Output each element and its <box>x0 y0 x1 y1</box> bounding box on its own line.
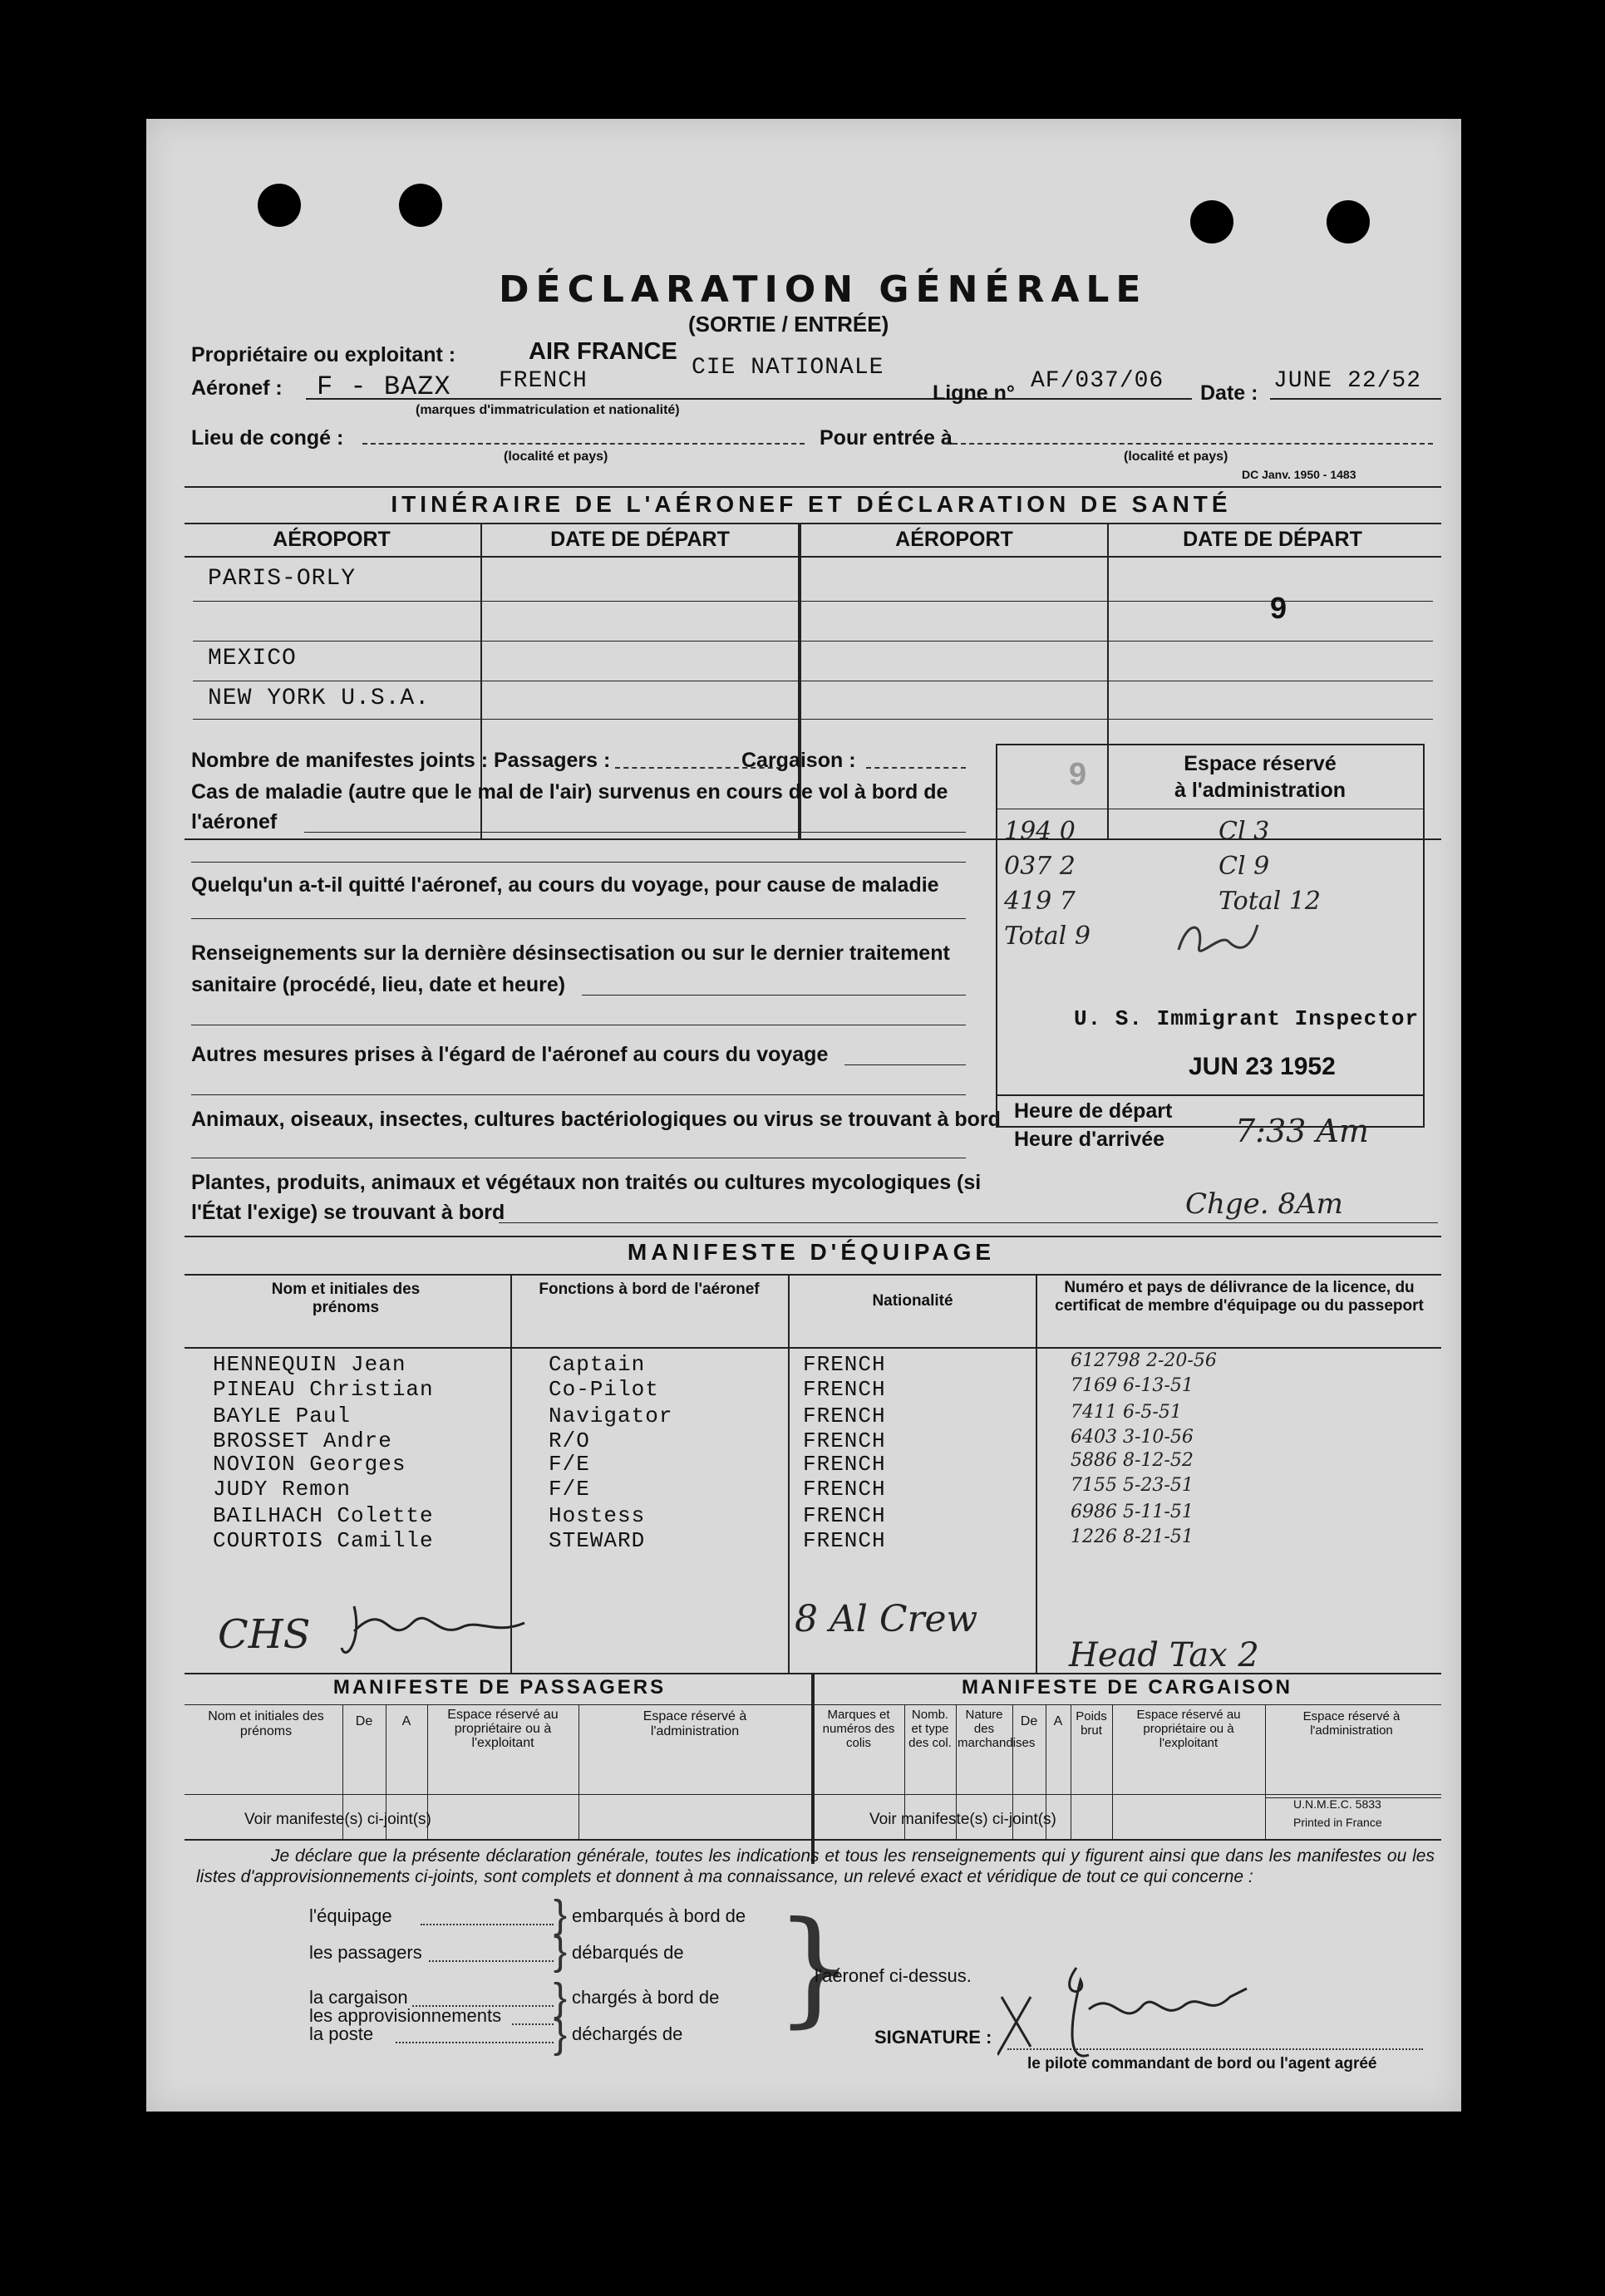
crew-function: Navigator <box>549 1404 673 1428</box>
inspector-title: U. S. Immigrant Inspector <box>1074 1006 1420 1031</box>
crew-license: 7169 6-13-51 <box>1071 1375 1194 1396</box>
illness-label: Cas de maladie (autre que le mal de l'air) survenus en cours de vol à bord de <box>191 780 948 804</box>
crew-name: COURTOIS Camille <box>213 1528 434 1553</box>
date-label: Date : <box>1200 381 1258 405</box>
arrival-time-label: Heure d'arrivée <box>1014 1128 1165 1151</box>
decl-cargo: la cargaison <box>309 1987 408 2008</box>
itinerary-title: ITINÉRAIRE DE L'AÉRONEF ET DÉCLARATION DE SANTÉ <box>391 491 1232 517</box>
count-left-3: 419 7 <box>1004 887 1076 916</box>
col-airport-left: AÉROPORT <box>273 528 391 551</box>
manifests-label: Nombre de manifestes joints : Passagers : <box>191 749 611 772</box>
crew-name: NOVION Georges <box>213 1452 406 1477</box>
printed-in: Printed in France <box>1293 1816 1382 1829</box>
crew-col-license: Numéro et pays de délivrance de la licence, du certificat de membre d'équipage ou du passeport <box>1055 1279 1424 1315</box>
crew-name: BAYLE Paul <box>213 1404 352 1428</box>
count-right-3: Total 12 <box>1219 887 1321 916</box>
crew-license: 5886 8-12-52 <box>1071 1450 1194 1471</box>
cargo-col-marks: Marques et numéros des colis <box>822 1708 895 1750</box>
departure-time-label: Heure de départ <box>1014 1099 1173 1123</box>
departure-note: (localité et pays) <box>504 450 608 464</box>
crew-name: HENNEQUIN Jean <box>213 1352 406 1377</box>
crew-name: JUDY Remon <box>213 1477 352 1502</box>
crew-nationality: FRENCH <box>803 1528 886 1553</box>
form-code: U.N.M.E.C. 5833 <box>1293 1797 1381 1811</box>
line-label: Ligne n° <box>933 381 1015 405</box>
passenger-manifest-title: MANIFESTE DE PASSAGERS <box>332 1676 667 1699</box>
count-right-1: Cl 3 <box>1219 817 1270 846</box>
admin-stamp-number: 9 <box>1069 757 1087 792</box>
crew-function: F/E <box>549 1452 590 1477</box>
itinerary-airport-1: PARIS-ORLY <box>208 566 357 592</box>
decl-crew: l'équipage <box>309 1905 392 1926</box>
form-reference: DC Janv. 1950 - 1483 <box>1242 468 1356 481</box>
decl-embarked: embarqués à bord de <box>572 1905 746 1926</box>
crew-nationality: FRENCH <box>803 1352 886 1377</box>
cargo-col-weight: Poids brut <box>1076 1709 1107 1738</box>
entry-label: Pour entrée à <box>820 426 953 450</box>
itinerary-airport-4: NEW YORK U.S.A. <box>208 686 431 711</box>
crew-initials: CHS <box>218 1611 311 1658</box>
owner-value: AIR FRANCE <box>529 338 677 365</box>
disinsect-label: Renseignements sur la dernière désinsectisation ou sur le dernier traitement <box>191 942 950 965</box>
crew-col-name: Nom et initiales des prénoms <box>271 1281 421 1316</box>
owner-label: Propriétaire ou exploitant : <box>191 343 456 366</box>
decl-disembarked: débarqués de <box>572 1942 684 1963</box>
inspector-signature-icon <box>1170 917 1262 971</box>
crew-signature-icon <box>337 1598 529 1669</box>
count-left-1: 194 0 <box>1004 817 1076 846</box>
pax-col-from: De <box>355 1714 373 1728</box>
crew-nationality: FRENCH <box>803 1477 886 1502</box>
signature-label: SIGNATURE : <box>874 2027 992 2048</box>
pax-col-owner: Espace réservé au propriétaire ou à l'exploitant <box>447 1708 559 1750</box>
col-date-right: DATE DE DÉPART <box>1183 528 1362 551</box>
crew-function: STEWARD <box>549 1528 646 1553</box>
arrival-time-value: 7:33 Am <box>1235 1113 1369 1149</box>
crew-col-nationality: Nationalité <box>872 1292 953 1310</box>
crew-function: Hostess <box>549 1503 646 1528</box>
cargo-count-label: Cargaison : <box>741 749 856 772</box>
col-airport-right: AÉROPORT <box>895 528 1013 551</box>
inspection-date-stamp: JUN 23 1952 <box>1189 1053 1336 1080</box>
cargo-see-manifest: Voir manifeste(s) ci-joint(s) <box>869 1811 1056 1828</box>
crew-function: Captain <box>549 1352 646 1377</box>
aircraft-note: (marques d'immatriculation et nationalité) <box>416 403 680 417</box>
plants-handwritten: Chge. 8Am <box>1185 1187 1343 1221</box>
crew-nationality: FRENCH <box>803 1503 886 1528</box>
crew-nationality: FRENCH <box>803 1428 886 1453</box>
crew-license: 1226 8-21-51 <box>1071 1527 1194 1547</box>
crew-function: Co-Pilot <box>549 1377 659 1402</box>
admin-title-1: Espace réservé <box>1184 752 1337 775</box>
crew-manifest-title: MANIFESTE D'ÉQUIPAGE <box>627 1239 996 1265</box>
signer-role: le pilote commandant de bord ou l'agent agréé <box>1027 2055 1377 2072</box>
declaration-form <box>146 119 1461 2112</box>
cargo-col-nature: Nature des marchandises <box>958 1708 1036 1750</box>
form-title: DÉCLARATION GÉNÉRALE <box>499 268 1148 311</box>
pax-col-admin: Espace réservé à l'administration <box>642 1709 747 1738</box>
cargo-manifest-title: MANIFESTE DE CARGAISON <box>961 1676 1292 1699</box>
admin-title-2: à l'administration <box>1174 779 1346 802</box>
big-brace-icon: } <box>775 1895 854 2040</box>
plants-label: Plantes, produits, animaux et végétaux non traités ou cultures mycologiques (si <box>191 1171 982 1194</box>
crew-license: 7155 5-23-51 <box>1071 1475 1194 1496</box>
itinerary-mark: 9 <box>1270 591 1287 625</box>
decl-passengers: les passagers <box>309 1942 422 1963</box>
animals-label: Animaux, oiseaux, insectes, cultures bactériologiques ou virus se trouvant à bord <box>191 1108 1001 1131</box>
left-illness-label: Quelqu'un a-t-il quitté l'aéronef, au cours du voyage, pour cause de maladie <box>191 873 939 897</box>
crew-nationality: FRENCH <box>803 1404 886 1428</box>
count-left-4: Total 9 <box>1004 922 1091 951</box>
crew-col-function: Fonctions à bord de l'aéronef <box>539 1281 760 1298</box>
punch-hole <box>258 184 301 227</box>
crew-license: 6986 5-11-51 <box>1071 1502 1194 1522</box>
decl-aircraft: l'aéronef ci-dessus. <box>815 1965 972 1986</box>
decl-supplies: les approvisionnements <box>309 2005 502 2026</box>
declaration-text: Je déclare que la présente déclaration générale, toutes les indications et tous les renseignements qui y figurent ainsi que dans les manifestes ou les listes d'approvisionnements ci-joints, sont complets et donnent à ma connaissance, un relevé exact et véridique de tout ce qui concerne : <box>196 1846 1435 1886</box>
owner-typed: CIE NATIONALE <box>692 355 884 381</box>
crew-license: 7411 6-5-51 <box>1071 1402 1182 1423</box>
aircraft-label: Aéronef : <box>191 376 283 400</box>
count-right-2: Cl 9 <box>1219 852 1270 881</box>
cargo-col-admin: Espace réservé à l'administration <box>1302 1709 1401 1738</box>
crew-nationality: FRENCH <box>803 1452 886 1477</box>
form-subtitle: (SORTIE / ENTRÉE) <box>688 312 889 337</box>
decl-loaded: chargés à bord de <box>572 1987 720 2008</box>
cargo-col-owner: Espace réservé au propriétaire ou à l'exploitant <box>1136 1708 1241 1750</box>
crew-name: BAILHACH Colette <box>213 1503 434 1528</box>
crew-license: 612798 2-20-56 <box>1071 1350 1217 1371</box>
line-value: AF/037/06 <box>1031 368 1164 394</box>
pax-col-name: Nom et initiales des prénoms <box>208 1709 324 1738</box>
crew-license: 6403 3-10-56 <box>1071 1427 1194 1448</box>
plants-label-2: l'État l'exige) se trouvant à bord <box>191 1201 505 1224</box>
crew-function: R/O <box>549 1428 590 1453</box>
illness-label-2: l'aéronef <box>191 810 278 833</box>
col-date-left: DATE DE DÉPART <box>550 528 730 551</box>
itinerary-airport-3: MEXICO <box>208 646 297 671</box>
decl-mail: la poste <box>309 2023 374 2044</box>
crew-function: F/E <box>549 1477 590 1502</box>
punch-hole <box>1190 200 1233 243</box>
punch-hole <box>399 184 442 227</box>
cargo-col-from: De <box>1020 1714 1038 1728</box>
pax-col-to: A <box>401 1714 411 1728</box>
decl-unloaded: déchargés de <box>572 2023 683 2044</box>
crew-total: 8 Al Crew <box>795 1598 978 1640</box>
count-left-2: 037 2 <box>1004 852 1076 881</box>
head-tax: Head Tax 2 <box>1069 1636 1259 1674</box>
brace-icon: } } <box>554 1976 568 2057</box>
brace-icon: } } <box>554 1893 568 1974</box>
crew-name: PINEAU Christian <box>213 1377 434 1402</box>
other-measures-label: Autres mesures prises à l'égard de l'aéronef au cours du voyage <box>191 1043 829 1066</box>
aircraft-nationality: FRENCH <box>499 368 588 394</box>
cargo-col-to: A <box>1053 1714 1063 1728</box>
pax-see-manifest: Voir manifeste(s) ci-joint(s) <box>244 1811 431 1828</box>
date-value: JUNE 22/52 <box>1273 368 1422 394</box>
aircraft-reg: F - BAZX <box>317 371 451 402</box>
crew-nationality: FRENCH <box>803 1377 886 1402</box>
crew-name: BROSSET Andre <box>213 1428 392 1453</box>
departure-label: Lieu de congé : <box>191 426 344 450</box>
punch-hole <box>1327 200 1370 243</box>
entry-note: (localité et pays) <box>1124 450 1228 464</box>
cargo-col-count: Nomb. et type des col. <box>908 1708 952 1750</box>
disinsect-label-2: sanitaire (procédé, lieu, date et heure) <box>191 973 566 996</box>
